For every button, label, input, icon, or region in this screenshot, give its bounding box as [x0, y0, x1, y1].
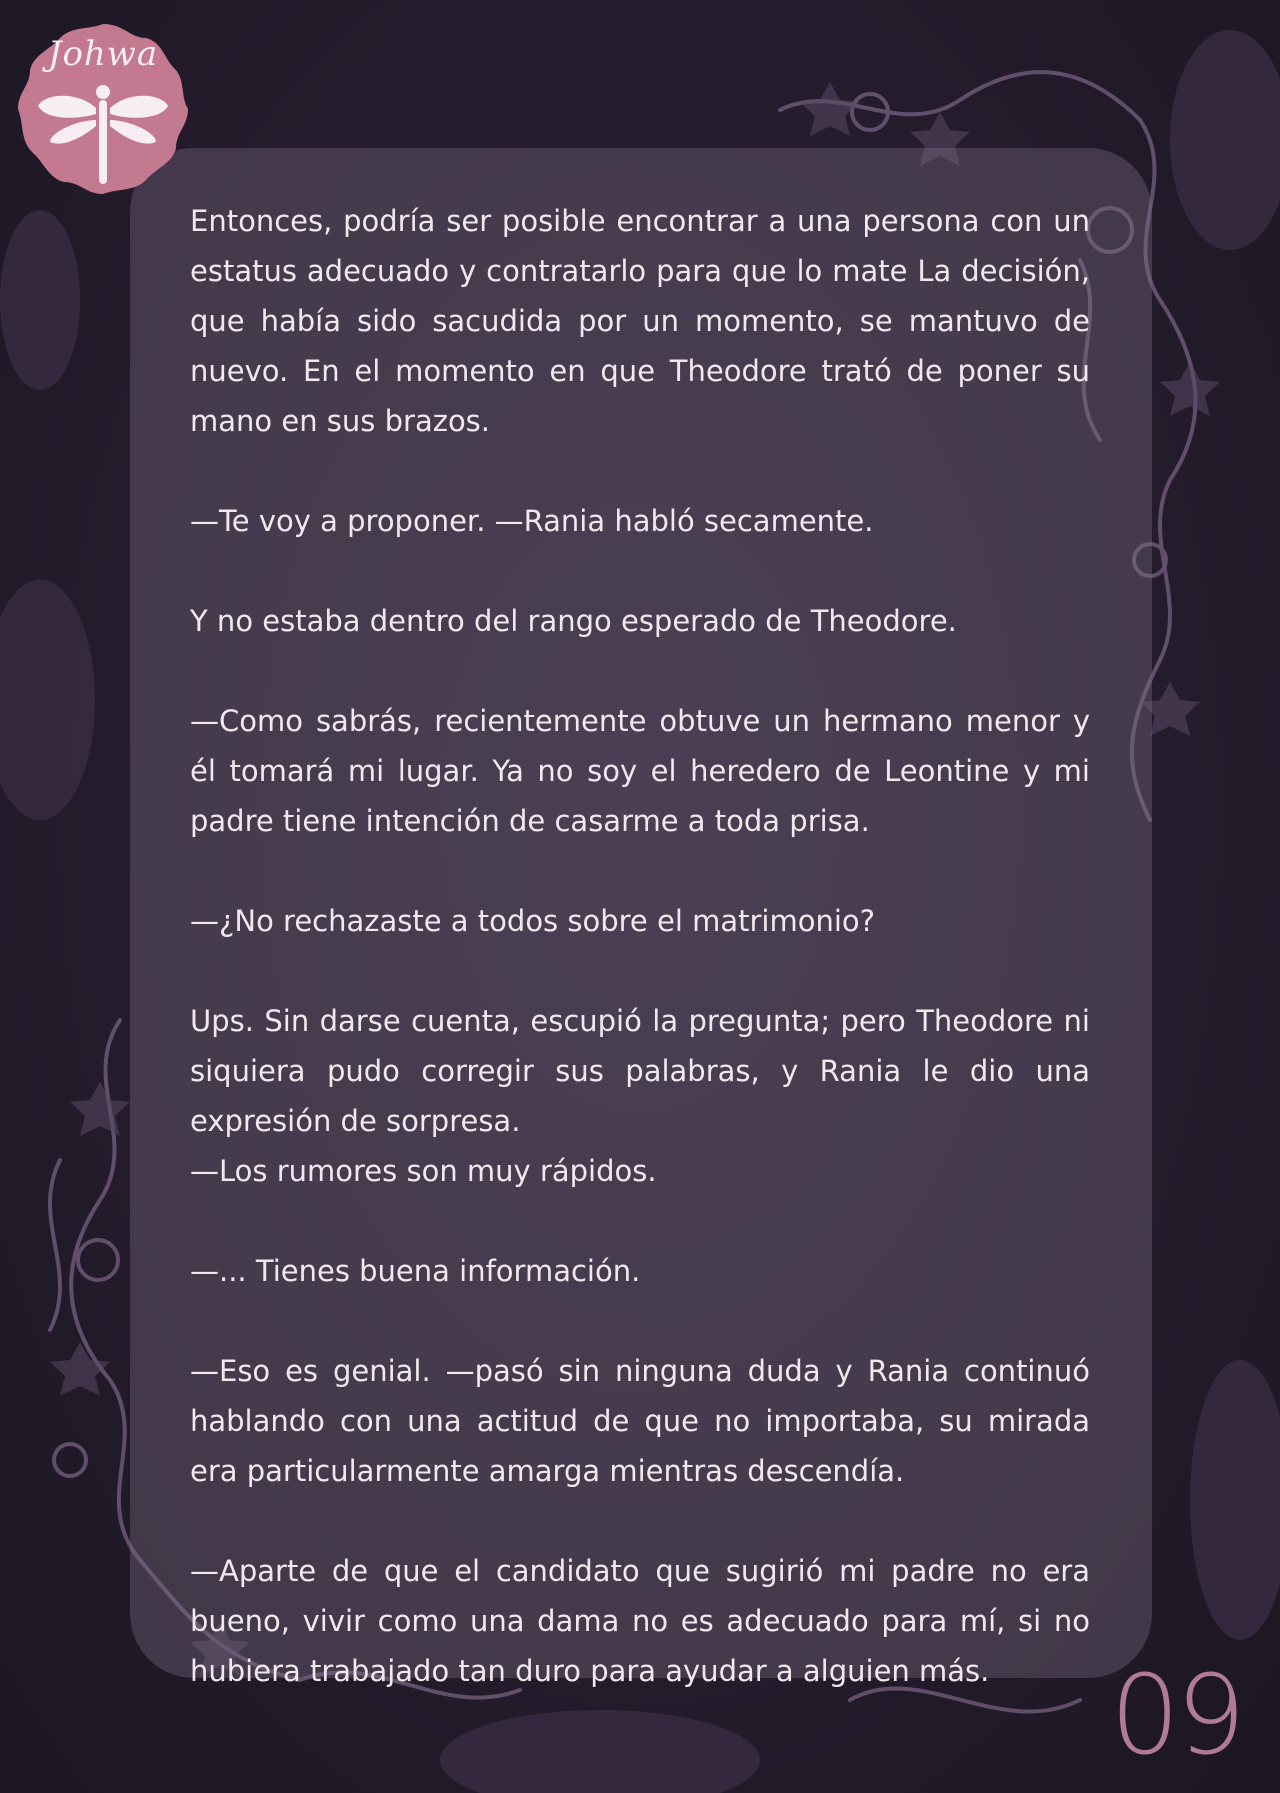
story-text	[190, 196, 1090, 1746]
paragraph: —Te voy a proponer. —Rania habló secamente.	[190, 504, 874, 538]
logo-badge	[12, 18, 194, 200]
dragonfly-icon	[36, 80, 170, 190]
paragraph: Ups. Sin darse cuenta, escupió la pregunta; pero Theodore ni siquiera pudo corregir sus palabras, y Rania le dio una expresión de sorpresa.	[190, 1004, 1090, 1138]
paragraph: —Eso es genial. —pasó sin ninguna duda y Rania continuó hablando con una actitud de que no importaba, su mirada era particularmente amarga mientras descendía.	[190, 1354, 1090, 1488]
paragraph: Entonces, podría ser posible encontrar a una persona con un estatus adecuado y contratarlo para que lo mate La decisión, que había sido sacudida por un momento, se mantuvo de nuevo. En el momento en que Theodore trató de poner su mano en sus brazos.	[190, 204, 1090, 438]
logo-text: Johwa	[47, 34, 159, 74]
paragraph: Y no estaba dentro del rango esperado de Theodore.	[190, 604, 957, 638]
paragraph: —Los rumores son muy rápidos.	[190, 1154, 657, 1188]
paragraph: —¿No rechazaste a todos sobre el matrimonio?	[190, 904, 876, 938]
paragraph: —... Tienes buena información.	[190, 1254, 641, 1288]
page-number: 09	[1110, 1651, 1242, 1779]
paragraph: —Como sabrás, recientemente obtuve un hermano menor y él tomará mi lugar. Ya no soy el heredero de Leontine y mi padre tiene intención de casarme a toda prisa.	[190, 704, 1090, 838]
paragraph: —Aparte de que el candidato que sugirió mi padre no era bueno, vivir como una dama no es adecuado para mí, si no hubiera trabajado tan duro para ayudar a alguien más.	[190, 1554, 1090, 1688]
